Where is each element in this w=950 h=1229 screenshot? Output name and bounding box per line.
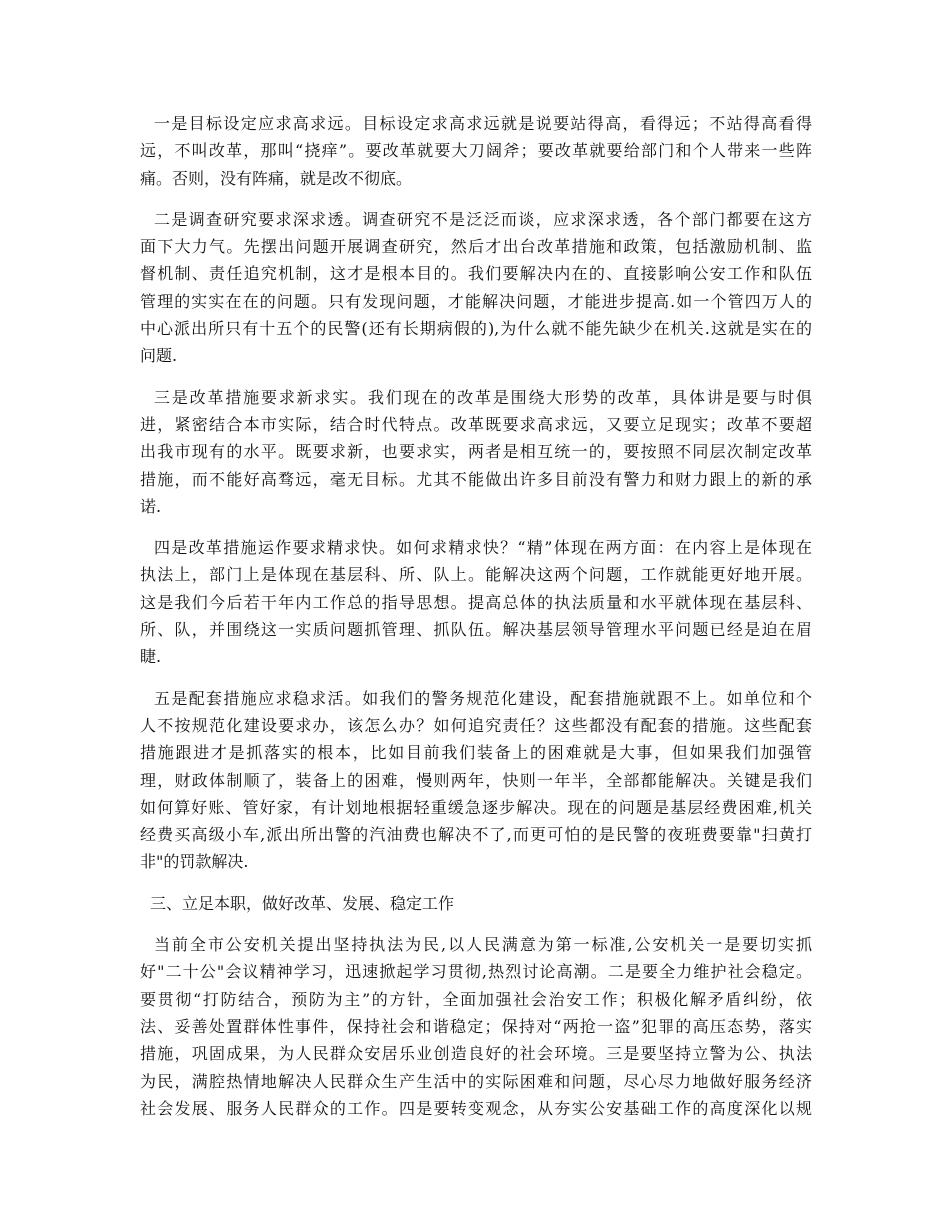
- text-line: 措施，巩固成果，为人民群众安居乐业创造良好的社会环境。三是要坚持立警为公、执法: [140, 1044, 812, 1064]
- text-line: 诺.: [140, 496, 162, 516]
- text-line: 远，不叫改革，那叫“挠痒”。要改革就要大刀阔斧；要改革就要给部门和个人带来一些阵: [140, 141, 812, 161]
- text-line: 措施跟进才是抓落实的根本，比如目前我们装备上的困难就是大事，但如果我们加强管: [140, 743, 812, 763]
- text-line: 当前全市公安机关提出坚持执法为民,以人民满意为第一标准,公安机关一是要切实抓: [154, 935, 812, 955]
- text-line: 为民，满腔热情地解决人民群众生产生活中的实际困难和问题，尽心尽力地做好服务经济: [140, 1071, 812, 1091]
- text-line: 痛。否则，没有阵痛，就是改不彻底。: [140, 168, 413, 188]
- text-line: 二是调查研究要求深求透。调查研究不是泛泛而谈，应求深求透，各个部门都要在这方: [154, 209, 812, 229]
- text-line: 问题.: [140, 346, 178, 366]
- text-line: 一是目标设定应求高求远。目标设定求高求远就是说要站得高，看得远；不站得高看得: [154, 114, 812, 133]
- text-line: 出我市现有的水平。既要求新，也要求实，两者是相互统一的，要按照不同层次制定改革: [140, 442, 812, 462]
- text-line: 四是改革措施运作要求精求快。如何求精求快？“精”体现在两方面：在内容上是体现在: [154, 538, 812, 558]
- text-line: 三是改革措施要求新求实。我们现在的改革是围绕大形势的改革，具体讲是要与时俱: [154, 387, 812, 407]
- text-line: 管理的实实在在的问题。只有发现问题，才能解决问题，才能进步提高.如一个管四万人的: [140, 291, 812, 311]
- paragraph-goal-setting: [140, 110, 812, 192]
- text-line: 非"的罚款解决.: [140, 852, 249, 872]
- paragraph-reform-measures: [140, 384, 812, 520]
- text-line: 理，财政体制顺了，装备上的困难，慢则两年，快则一年半，全部都能解决。关键是我们: [140, 770, 812, 790]
- document-page: [140, 110, 812, 1136]
- text-line: 睫.: [140, 647, 162, 667]
- text-line: 人不按规范化建设要求办，该怎么办？如何追究责任？这些都没有配套的措施。这些配套: [140, 715, 812, 735]
- text-line: 经费买高级小车,派出所出警的汽油费也解决不了,而更可怕的是民警的夜班费要靠"扫黄打: [140, 825, 812, 845]
- paragraph-operation: [140, 534, 812, 670]
- text-line: 所、队，并围绕这一实质问题抓管理、抓队伍。解决基层领导管理水平问题已经是迫在眉: [140, 620, 812, 640]
- text-line: 这是我们今后若干年内工作总的指导思想。提高总体的执法质量和水平就体现在基层科、: [140, 592, 812, 612]
- text-line: 如何算好账、管好家，有计划地根据轻重缓急逐步解决。现在的问题是基层经费困难,机关: [140, 797, 812, 817]
- paragraph-current-work: [140, 931, 812, 1122]
- section-heading-text: 三、立足本职，做好改革、发展、稳定工作: [150, 893, 455, 913]
- text-line: 好"二十公"会议精神学习，迅速掀起学习贯彻,热烈讨论高潮。二是要全力维护社会稳定。: [140, 962, 812, 982]
- text-line: 措施，而不能好高骛远，毫无目标。尤其不能做出许多目前没有警力和财力跟上的新的承: [140, 469, 812, 489]
- text-line: 五是配套措施应求稳求活。如我们的警务规范化建设，配套措施就跟不上。如单位和个: [154, 688, 812, 708]
- text-line: 督机制、责任追究机制，这才是根本目的。我们要解决内在的、直接影响公安工作和队伍: [140, 264, 812, 284]
- text-line: 进，紧密结合本市实际，结合时代特点。改革既要求高求远，又要立足现实；改革不要超: [140, 414, 812, 434]
- text-line: 执法上，部门上是体现在基层科、所、队上。能解决这两个问题，工作就能更好地开展。: [140, 565, 812, 585]
- text-line: 中心派出所只有十五个的民警(还有长期病假的),为什么就不能先缺少在机关.这就是实在的: [140, 319, 812, 339]
- paragraph-research: [140, 206, 812, 370]
- section-heading: [140, 890, 812, 917]
- paragraph-supporting-measures: [140, 685, 812, 876]
- text-line: 要贯彻“打防结合，预防为主”的方针，全面加强社会治安工作；积极化解矛盾纠纷，依: [140, 989, 812, 1009]
- text-line: 法、妥善处置群体性事件，保持社会和谐稳定；保持对“两抢一盗”犯罪的高压态势，落实: [140, 1016, 812, 1036]
- text-line: 社会发展、服务人民群众的工作。四是要转变观念，从夯实公安基础工作的高度深化以规: [140, 1098, 812, 1118]
- text-line: 面下大力气。先摆出问题开展调查研究，然后才出台改革措施和政策，包括激励机制、监: [140, 237, 812, 257]
